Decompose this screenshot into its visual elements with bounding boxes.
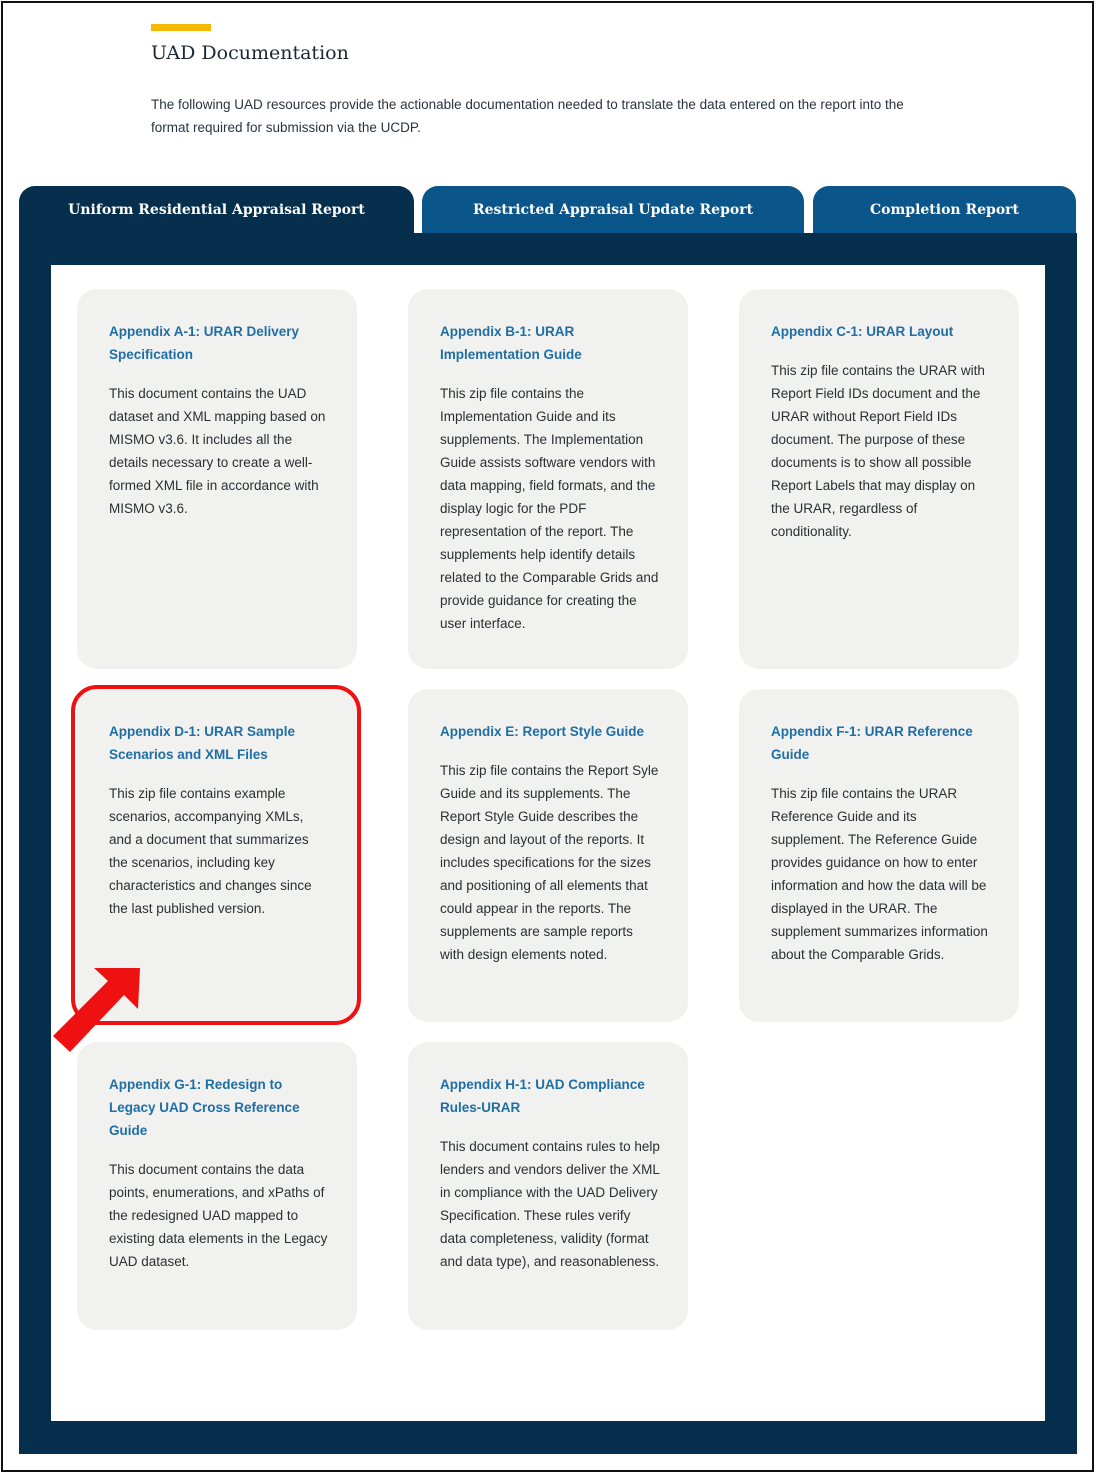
card-description: This zip file contains the URAR Reference Guide and its supplement. The Reference Guide provides guidance on how to enter information and how the data will be displayed in the URAR. The supplement summarizes information about the Comparable Grids.: [771, 786, 988, 962]
tab-completion-report[interactable]: [813, 186, 1076, 234]
card-title-link[interactable]: Appendix A-1: URAR Delivery Specification: [109, 324, 300, 362]
tab-uniform-residential-appraisal-report[interactable]: [19, 186, 414, 234]
page-title: UAD Documentation: [151, 42, 349, 64]
card-description: This zip file contains the Implementation Guide and its supplements. The Implementation Guide assists software vendors with data mapping, field formats, and the display logic for the PDF representation of the report. The supplements help identify details related to the Comparable Grids and provide guidance for creating the user interface.: [440, 386, 659, 631]
card-appendix-f1: [739, 689, 1019, 1022]
card-appendix-e: [408, 689, 688, 1022]
card-description: This zip file contains the Report Syle Guide and its supplements. The Report Style Guide describes the design and layout of the reports. It includes specifications for the sizes and positioning of all elements that could appear in the reports. The supplements are sample reports with design elements noted.: [440, 763, 659, 962]
card-appendix-b1: [408, 289, 688, 669]
card-title-link[interactable]: Appendix D-1: URAR Sample Scenarios and XML Files: [109, 724, 296, 762]
card-appendix-a1: [77, 289, 357, 669]
card-title-link[interactable]: Appendix H-1: UAD Compliance Rules-URAR: [440, 1077, 645, 1115]
card-title-link[interactable]: Appendix E: Report Style Guide: [440, 724, 645, 739]
card-appendix-c1: [739, 289, 1019, 669]
red-arrow-icon: [52, 964, 152, 1056]
card-title-link[interactable]: Appendix C-1: URAR Layout: [771, 324, 954, 339]
card-title-link[interactable]: Appendix G-1: Redesign to Legacy UAD Cross Reference Guide: [109, 1077, 300, 1138]
card-description: This zip file contains example scenarios, accompanying XMLs, and a document that summarizes the scenarios, including key characteristics and changes since the last published version.: [109, 786, 312, 916]
tab-restricted-appraisal-update-report[interactable]: [422, 186, 804, 234]
title-accent-bar: [151, 24, 211, 31]
tab-label: Restricted Appraisal Update Report: [472, 202, 754, 218]
card-description: This document contains the data points, enumerations, and xPaths of the redesigned UAD mapped to existing data elements in the Legacy UAD dataset.: [109, 1162, 328, 1269]
tab-label: Completion Report: [870, 202, 1019, 218]
intro-text: The following UAD resources provide the actionable documentation needed to translate the data entered on the report into the format required for submission via the UCDP.: [151, 97, 904, 135]
card-appendix-g1: [77, 1042, 357, 1330]
card-title-link[interactable]: Appendix B-1: URAR Implementation Guide: [440, 324, 582, 362]
card-description: This zip file contains the URAR with Report Field IDs document and the URAR without Report Field IDs document. The purpose of these documents is to show all possible Report Labels that may display on the URAR, regardless of conditionality.: [771, 363, 985, 539]
card-description: This document contains the UAD dataset and XML mapping based on MISMO v3.6. It includes all the details necessary to create a well-formed XML file in accordance with MISMO v3.6.: [109, 386, 326, 516]
card-title-link[interactable]: Appendix F-1: URAR Reference Guide: [771, 724, 973, 762]
tab-label: Uniform Residential Appraisal Report: [68, 202, 365, 218]
card-description: This document contains rules to help lenders and vendors deliver the XML in compliance with the UAD Delivery Specification. These rules verify data completeness, validity (format and data type), and reasonableness.: [440, 1139, 660, 1269]
card-appendix-h1: [408, 1042, 688, 1330]
